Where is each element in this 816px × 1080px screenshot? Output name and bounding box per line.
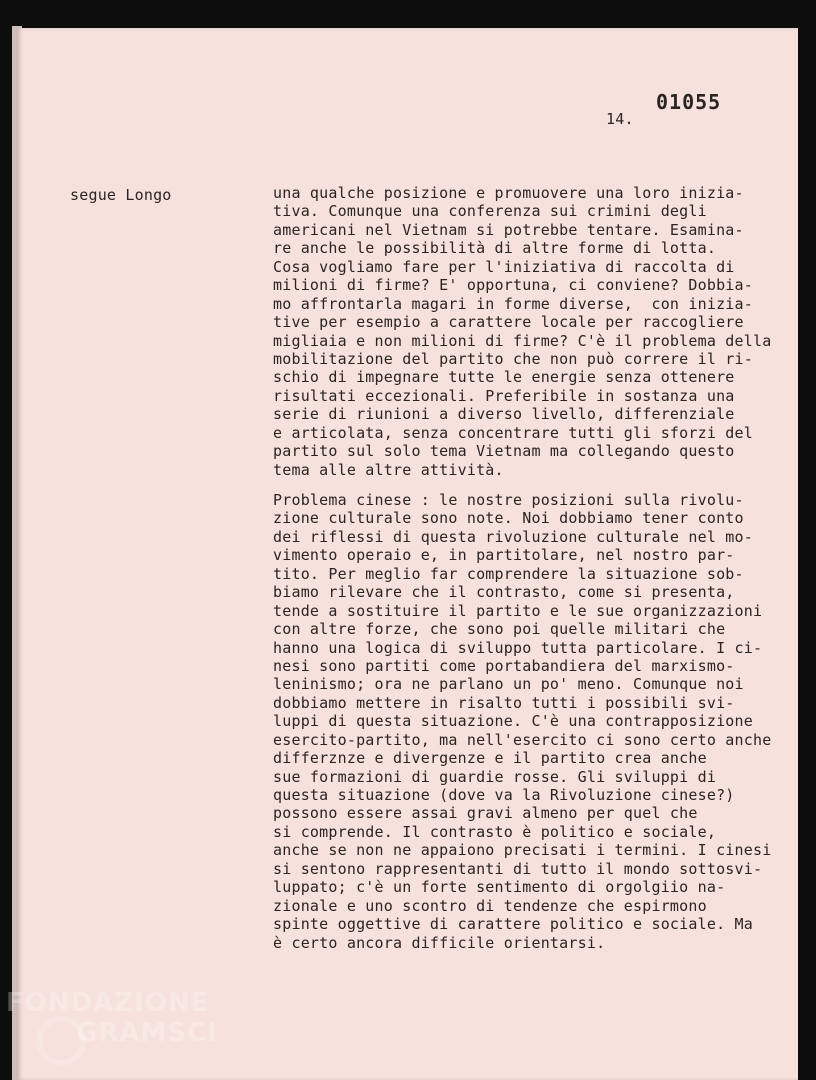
paragraph-gap — [273, 479, 793, 491]
text-line: risultati eccezionali. Preferibile in sostanza una — [273, 386, 735, 405]
text-line: leninismo; ora ne parlano un po' meno. Comunque noi — [273, 675, 744, 694]
text-line: zionale e uno scontro di tendenze che espirmono — [273, 896, 707, 915]
paragraph — [273, 491, 793, 952]
text-line: schio di impegnare tutte le energie senza ottenere — [273, 368, 735, 387]
text-line: milioni di firme? E' opportuna, ci conviene? Dobbia- — [273, 276, 753, 295]
text-line: tito. Per meglio far comprendere la situazione sob- — [273, 564, 744, 583]
watermark-line-2: GRAMSCI — [76, 1018, 218, 1048]
text-line: serie di riunioni a diverso livello, differenziale — [273, 405, 735, 424]
text-line: possono essere assai gravi almeno per quel che — [273, 804, 698, 823]
text-line: americani nel Vietnam si potrebbe tentare. Esamina- — [273, 220, 744, 239]
text-line: sue formazioni di guardie rosse. Gli sviluppi di — [273, 767, 717, 786]
text-line: partito sul solo tema Vietnam ma collegando questo — [273, 442, 735, 461]
page-number: 14. — [606, 110, 634, 128]
speaker-label: segue Longo — [70, 186, 172, 204]
text-line: con altre forze, che sono poi quelle militari che — [273, 620, 726, 639]
text-line: luppato; c'è un forte sentimento di orgolgiio na- — [273, 878, 726, 897]
text-line: vimento operaio e, in partitolare, nel nostro par- — [273, 546, 735, 565]
watermark-logo-mark — [36, 1016, 86, 1066]
text-line: tema alle altre attività. — [273, 460, 504, 479]
text-line: e articolata, senza concentrare tutti gli sforzi del — [273, 423, 753, 442]
text-line: hanno una logica di sviluppo tutta particolare. I ci- — [273, 638, 763, 657]
text-line: questa situazione (dove va la Rivoluzione cinese?) — [273, 786, 735, 804]
paragraph — [273, 184, 793, 479]
text-line: re anche le possibilità di altre forme di lotta. — [273, 239, 717, 258]
text-line: è certo ancora difficile orientarsi. — [273, 933, 606, 952]
text-line: tive per esempio a carattere locale per raccogliere — [273, 313, 744, 332]
text-line: biamo rilevare che il contrasto, come si presenta, — [273, 583, 735, 602]
text-line: tiva. Comunque una conferenza sui crimini degli — [273, 202, 707, 221]
text-line: spinte oggettive di carattere politico e sociale. Ma — [273, 915, 753, 934]
text-line: differznze e divergenze e il partito crea anche — [273, 749, 707, 768]
text-line: esercito-partito, ma nell'esercito ci sono certo anche — [273, 730, 772, 749]
text-line: dei riflessi di questa rivoluzione culturale nel mo- — [273, 527, 753, 546]
watermark-line-1: FONDAZIONE — [6, 988, 210, 1018]
document-page — [18, 28, 798, 1080]
text-line: migliaia e non milioni di firme? C'è il problema della — [273, 331, 772, 350]
text-line: anche se non ne appaiono precisati i termini. I cinesi — [273, 841, 772, 860]
text-line: nesi sono partiti come portabandiera del marxismo- — [273, 656, 735, 675]
archive-number: 01055 — [656, 90, 722, 114]
text-line: tende a sostituire il partito e le sue organizzazioni — [273, 601, 763, 620]
text-line: una qualche posizione e promuovere una loro inizia- — [273, 184, 744, 202]
text-line: dobbiamo mettere in risalto tutti i possibili svi- — [273, 693, 735, 712]
text-line: Problema cinese : le nostre posizioni sulla rivolu- — [273, 491, 744, 509]
text-line: zione culturale sono note. Noi dobbiamo tener conto — [273, 509, 744, 528]
fondazione-gramsci-watermark — [6, 990, 218, 1046]
text-line: si sentono rappresentanti di tutto il mondo sottosvi- — [273, 859, 763, 878]
text-line: Cosa vogliamo fare per l'iniziativa di raccolta di — [273, 257, 735, 276]
body-text — [273, 184, 793, 952]
text-line: si comprende. Il contrasto è politico e sociale, — [273, 822, 717, 841]
text-line: luppi di questa situazione. C'è una contrapposizione — [273, 712, 753, 731]
text-line: mo affrontarla magari in forme diverse, con inizia- — [273, 294, 753, 313]
text-line: mobilitazione del partito che non può correre il ri- — [273, 349, 753, 368]
